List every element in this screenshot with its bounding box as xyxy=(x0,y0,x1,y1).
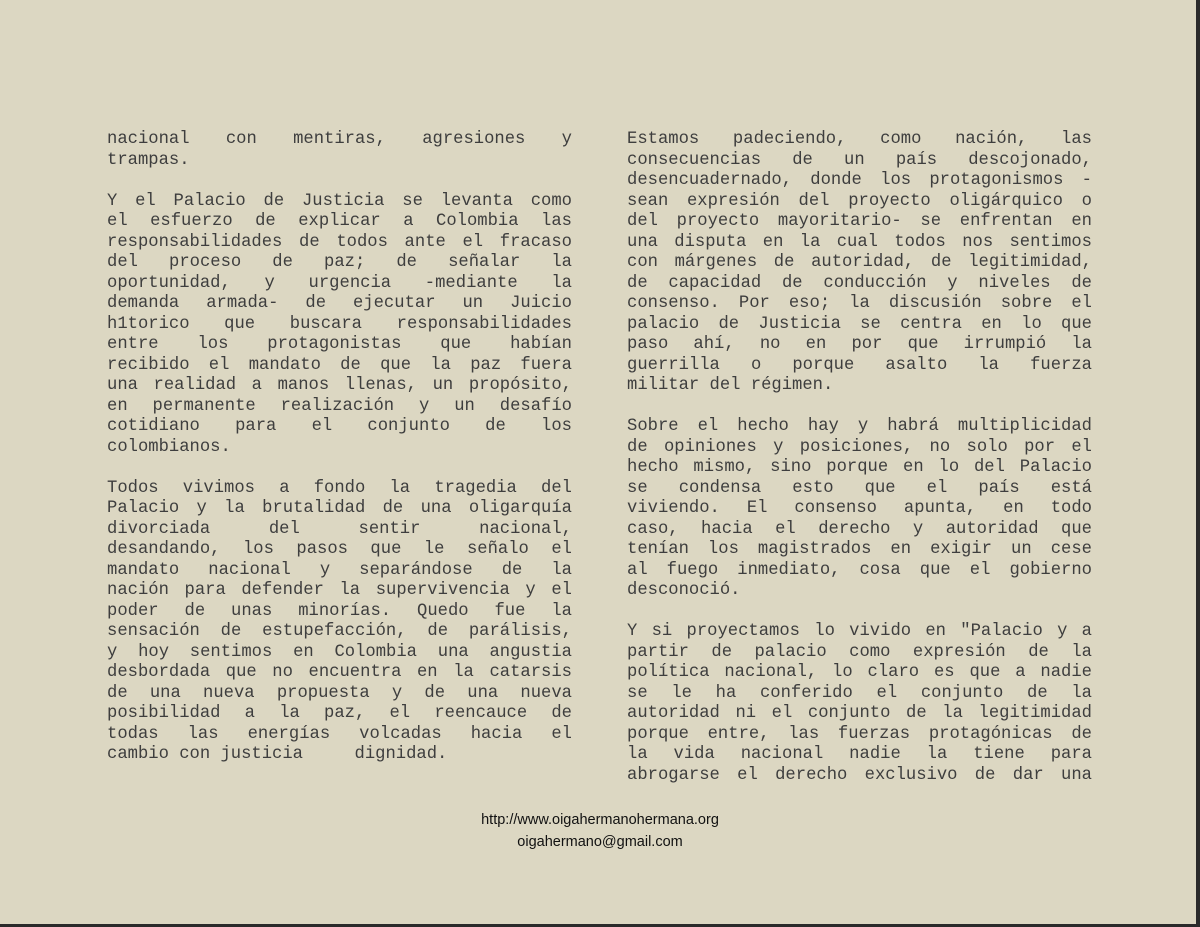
text-line: una disputa en la cual todos nos sentimos xyxy=(627,232,1092,252)
text-line: de capacidad de conducción y niveles de xyxy=(627,273,1092,293)
text-line: autoridad ni el conjunto de la legitimidad xyxy=(627,704,1092,723)
text-line: caso, hacia el derecho y autoridad que xyxy=(627,519,1092,539)
paragraph-gap xyxy=(627,602,1092,623)
text-line: viviendo. El consenso apunta, en todo xyxy=(627,499,1092,518)
text-line: al fuego inmediato, cosa que el gobierno xyxy=(627,560,1092,580)
paragraph-gap xyxy=(107,171,572,192)
text-line: todas las energías volcadas hacia el xyxy=(107,724,572,744)
text-line: sean expresión del proyecto oligárquico o xyxy=(627,191,1092,211)
text-line: del proceso de paz; de señalar la xyxy=(107,253,572,272)
text-line: entre los protagonistas que habían xyxy=(107,335,572,354)
text-line: hecho mismo, sino porque en lo del Palacio xyxy=(627,458,1092,477)
text-line: de una nueva propuesta y de una nueva xyxy=(107,683,572,703)
text-line: Sobre el hecho hay y habrá multiplicidad xyxy=(627,417,1092,436)
footer-email-link[interactable]: oigahermano@gmail.com xyxy=(517,834,683,850)
right-text-column xyxy=(627,130,1092,786)
text-line: una realidad a manos llenas, un propósito, xyxy=(107,376,572,395)
text-line: militar del régimen. xyxy=(627,376,834,395)
left-text-column xyxy=(107,130,572,766)
text-line: recibido el mandato de que la paz fuera xyxy=(107,355,572,375)
text-line: Y el Palacio de Justicia se levanta como xyxy=(107,191,572,211)
text-line: sensación de estupefacción, de parálisis, xyxy=(107,622,572,641)
text-line: desconoció. xyxy=(627,581,741,600)
text-line: divorciada del sentir nacional, xyxy=(107,519,572,539)
text-line: palacio de Justicia se centra en lo que xyxy=(627,314,1092,334)
footer-website-link[interactable]: http://www.oigahermanohermana.org xyxy=(481,812,719,828)
text-line: en permanente realización y un desafío xyxy=(107,396,572,416)
text-line: nacional con mentiras, agresiones y xyxy=(107,130,572,149)
text-line: política nacional, lo claro es que a nadie xyxy=(627,663,1092,682)
text-line: colombianos. xyxy=(107,437,231,457)
text-line: con márgenes de autoridad, de legitimidad, xyxy=(627,253,1092,272)
text-line: Estamos padeciendo, como nación, las xyxy=(627,130,1092,149)
text-line: consecuencias de un país descojonado, xyxy=(627,150,1092,170)
text-line: Y si proyectamos lo vivido en "Palacio y a xyxy=(627,622,1092,641)
text-line: consenso. Por eso; la discusión sobre el xyxy=(627,294,1092,313)
text-line: se condensa esto que el país está xyxy=(627,478,1092,498)
text-line: demanda armada- de ejecutar un Juicio xyxy=(107,294,572,313)
text-line: trampas. xyxy=(107,150,190,170)
page-border-right xyxy=(1196,0,1200,927)
text-line: de opiniones y posiciones, no solo por el xyxy=(627,437,1092,457)
text-line: y hoy sentimos en Colombia una angustia xyxy=(107,642,572,662)
text-line: Palacio y la brutalidad de una oligarquía xyxy=(107,499,572,518)
text-line: tenían los magistrados en exigir un cese xyxy=(627,540,1092,559)
text-line: el esfuerzo de explicar a Colombia las xyxy=(107,212,572,231)
text-line: Todos vivimos a fondo la tragedia del xyxy=(107,478,572,498)
text-line: cambio con justicia dignidad. xyxy=(107,745,448,764)
text-line: responsabilidades de todos ante el fracaso xyxy=(107,232,572,252)
text-line: se le ha conferido el conjunto de la xyxy=(627,683,1092,703)
text-line: desencuadernado, donde los protagonismos - xyxy=(627,171,1092,190)
text-line: cotidiano para el conjunto de los xyxy=(107,417,572,436)
text-line: oportunidad, y urgencia -mediante la xyxy=(107,273,572,293)
paragraph-gap xyxy=(107,458,572,479)
text-line: abrogarse el derecho exclusivo de dar una xyxy=(627,765,1092,785)
text-line: desandando, los pasos que le señalo el xyxy=(107,540,572,559)
text-line: paso ahí, no en por que irrumpió la xyxy=(627,335,1092,354)
text-line: poder de unas minorías. Quedo fue la xyxy=(107,601,572,621)
paragraph-gap xyxy=(627,397,1092,418)
text-line: porque entre, las fuerzas protagónicas de xyxy=(627,724,1092,744)
text-line: la vida nacional nadie la tiene para xyxy=(627,745,1092,764)
text-line: partir de palacio como expresión de la xyxy=(627,642,1092,662)
text-line: mandato nacional y separándose de la xyxy=(107,560,572,580)
text-line: desbordada que no encuentra en la catarsis xyxy=(107,663,572,682)
text-line: h1torico que buscara responsabilidades xyxy=(107,314,572,334)
text-line: nación para defender la supervivencia y el xyxy=(107,581,572,600)
text-line: del proyecto mayoritario- se enfrentan en xyxy=(627,212,1092,231)
text-line: posibilidad a la paz, el reencauce de xyxy=(107,704,572,723)
text-line: guerrilla o porque asalto la fuerza xyxy=(627,355,1092,375)
